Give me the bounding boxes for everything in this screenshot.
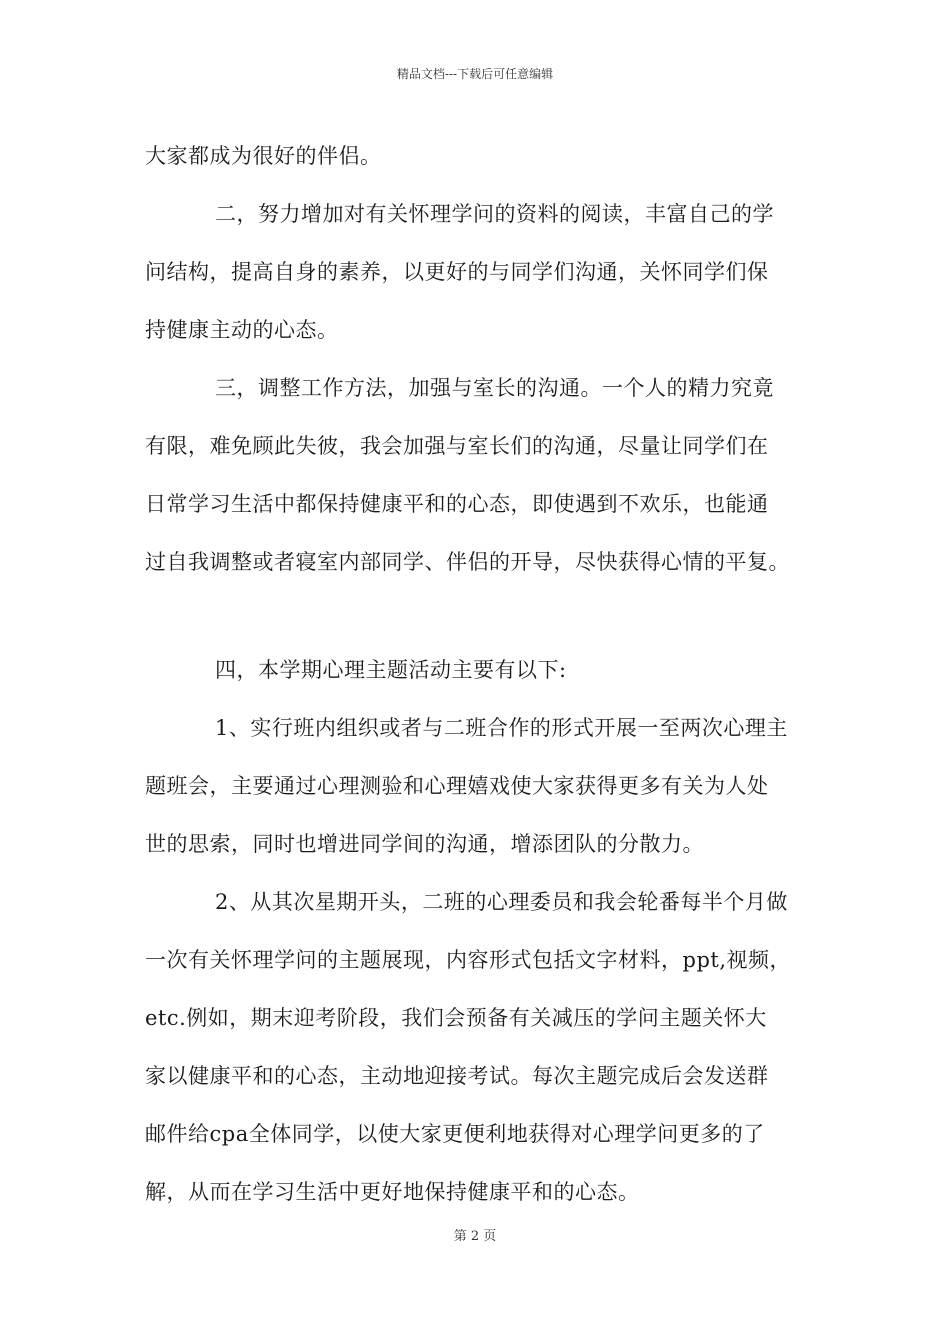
text-line: 日常学习生活中都保持健康平和的心态，即使遇到不欢乐，也能通 xyxy=(145,492,769,516)
text-line: 世的思索，同时也增进同学间的沟通，增添团队的分散力。 xyxy=(145,832,704,856)
paragraph xyxy=(145,641,815,699)
text-line: 1、实行班内组织或者与二班合作的形式开展一至两次心理主 xyxy=(215,716,788,740)
text-line: 邮件给cpa全体同学，以使大家更便利地获得对心理学问更多的了 xyxy=(145,1122,765,1146)
page-footer: 第 2 页 xyxy=(453,1229,497,1244)
paragraph xyxy=(145,127,815,185)
text-line: 二，努力增加对有关怀理学问的资料的阅读，丰富自己的学 xyxy=(215,202,774,226)
text-line: 过自我调整或者寝室内部同学、伴侣的开导，尽快获得心情的平复。 xyxy=(145,550,790,574)
paragraph xyxy=(145,699,815,873)
text-line: 一次有关怀理学问的主题展现，内容形式包括文字材料，ppt,视频， xyxy=(145,948,791,972)
text-line: 四，本学期心理主题活动主要有以下: xyxy=(215,658,567,682)
text-line: 解，从而在学习生活中更好地保持健康平和的心态。 xyxy=(145,1180,640,1204)
text-line: 大家都成为很好的伴侣。 xyxy=(145,144,382,168)
page-header: 精品文档---下载后可任意编辑 xyxy=(396,67,554,81)
text-line: 三，调整工作方法，加强与室长的沟通。一个人的精力究竟 xyxy=(215,376,774,400)
paragraph xyxy=(145,873,815,1221)
text-line: 家以健康平和的心态，主动地迎接考试。每次主题完成后会发送群 xyxy=(145,1064,769,1088)
text-line: 2、从其次星期开头，二班的心理委员和我会轮番每半个月做 xyxy=(215,890,788,914)
paragraph-gap xyxy=(145,591,815,641)
text-line: 问结构，提高自身的素养，以更好的与同学们沟通，关怀同学们保 xyxy=(145,260,769,284)
paragraph xyxy=(145,185,815,359)
text-line: 题班会，主要通过心理测验和心理嬉戏使大家获得更多有关为人处 xyxy=(145,774,769,798)
text-line: 持健康主动的心态。 xyxy=(145,318,339,342)
paragraph xyxy=(145,359,815,591)
document-body xyxy=(145,127,815,1221)
text-line: etc.例如，期末迎考阶段，我们会预备有关减压的学问主题关怀大 xyxy=(145,1006,767,1030)
text-line: 有限，难免顾此失彼，我会加强与室长们的沟通，尽量让同学们在 xyxy=(145,434,769,458)
